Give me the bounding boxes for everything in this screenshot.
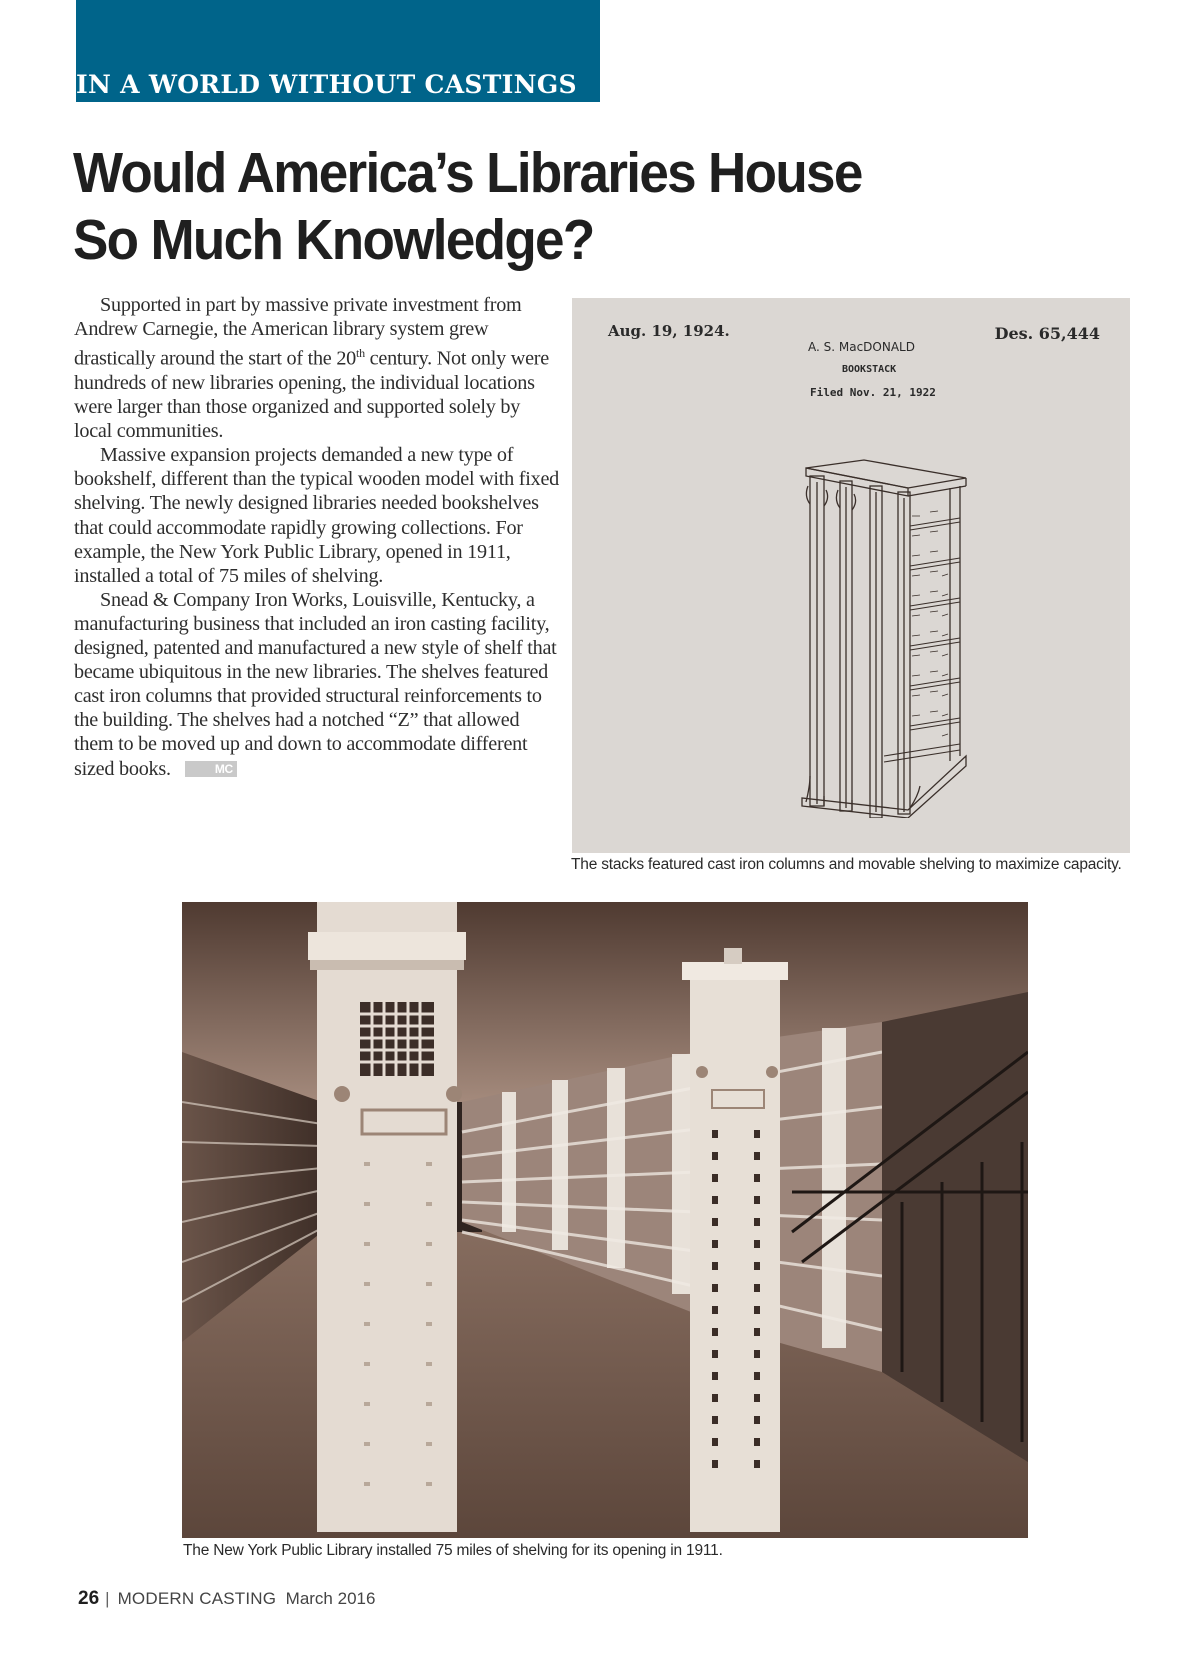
paragraph-2: Massive expansion projects demanded a new type of bookshelf, different than the typical wooden model with fixed shelving. The newly designed libraries needed bookshelves that could accommodate rapidly growing collections. For example, the New York Public Library, opened in 1911, installed a total of 75 miles of shelving. <box>74 444 560 587</box>
bookstack-drawing <box>800 456 970 818</box>
footer-divider: | <box>105 1589 110 1608</box>
patent-number: Des. 65,444 <box>994 324 1100 343</box>
section-label: IN A WORLD WITHOUT CASTINGS <box>76 70 577 99</box>
title-line-1: Would America’s Libraries House <box>73 141 862 205</box>
patent-drawing-figure <box>572 298 1130 853</box>
paragraph-1-text-b: century. Not only were hundreds of new libraries opening, the individual locations were larger than those organized and supported solely by local communities. <box>74 347 549 443</box>
library-stacks-photo <box>182 902 1028 1538</box>
article-title <box>73 140 910 274</box>
page-footer <box>78 1588 375 1610</box>
article-body <box>74 293 562 781</box>
ordinal-superscript: th <box>356 346 365 361</box>
photo-caption: The New York Public Library installed 75 miles of shelving for its opening in 1911. <box>183 1542 723 1559</box>
issue-date: March 2016 <box>285 1589 376 1608</box>
end-mark-badge: MC <box>185 761 237 777</box>
paragraph-1-text-a: Supported in part by massive private investment from Andrew Carnegie, the American library system grew drastically around the start of the 20 <box>74 294 522 370</box>
magazine-name: MODERN CASTING <box>117 1589 277 1608</box>
paragraph-3-text: Snead & Company Iron Works, Louisville, Kentucky, a manufacturing business that included an iron casting facility, designed, patented and manufactured a new style of shelf that became ubiquitous in the new libraries. The shelves featured cast iron columns that provided structural reinforcements to the building. The shelves had a notched “Z” that allowed them to be moved up and down to accommodate different sized books. <box>74 588 557 780</box>
patent-caption: The stacks featured cast iron columns and movable shelving to maximize capacity. <box>571 856 1122 873</box>
paragraph-3 <box>74 588 562 781</box>
patent-item: BOOKSTACK <box>842 364 897 375</box>
patent-filed-date: Filed Nov. 21, 1922 <box>810 386 936 399</box>
stacks-photo-illustration <box>182 902 1028 1538</box>
paragraph-1 <box>74 293 562 443</box>
page-number: 26 <box>78 1588 100 1609</box>
title-line-2: So Much Knowledge? <box>73 208 594 272</box>
patent-inventor: A. S. MacDONALD <box>808 340 915 354</box>
patent-date: Aug. 19, 1924. <box>608 322 730 340</box>
